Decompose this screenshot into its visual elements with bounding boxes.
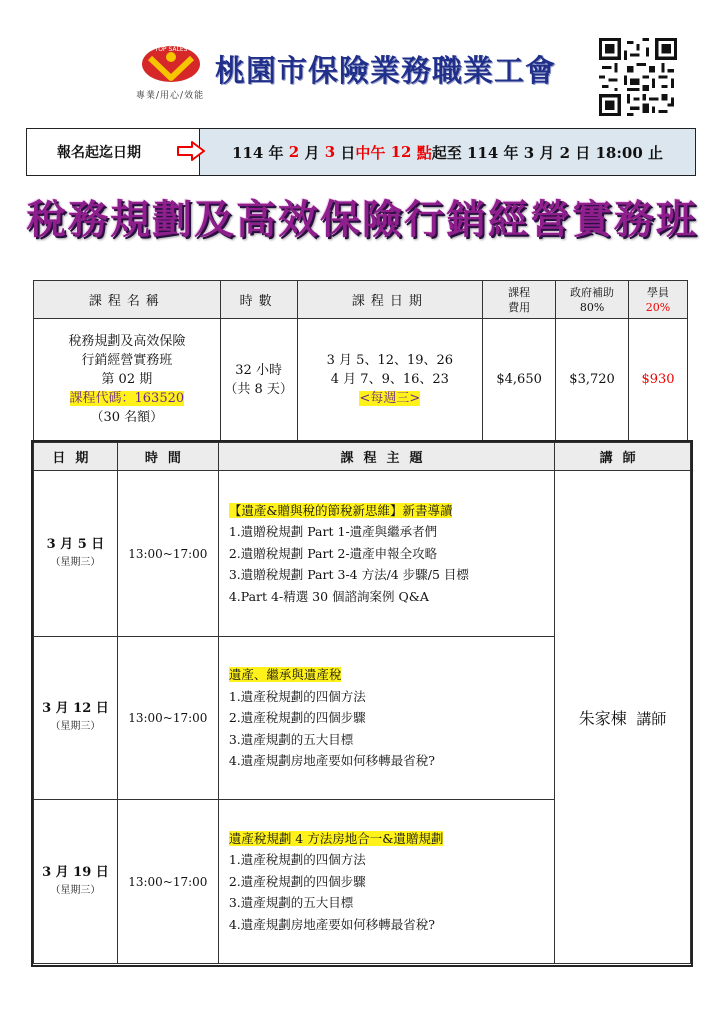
- header-student: 學員 20%: [629, 281, 688, 319]
- course-name-cell: 稅務規劃及高效保險 行銷經營實務班 第 02 期 課程代碼：163520 （30 名額）: [34, 319, 221, 441]
- schedule-table: [33, 442, 691, 964]
- header-course-name: 課程名稱: [34, 281, 221, 319]
- arrow-right-icon: [177, 141, 205, 161]
- session-date: 3 月 12 日 （星期三）: [34, 637, 118, 800]
- teacher-title: 講師: [636, 709, 667, 728]
- header-course-dates: 課程日期: [297, 281, 483, 319]
- subsidy-cell: $3,720: [556, 319, 629, 441]
- session-date: 3 月 5 日 （星期三）: [34, 471, 118, 637]
- session-row: [34, 471, 691, 637]
- header-teacher: 講師: [555, 443, 691, 471]
- session-date: 3 月 19 日 （星期三）: [34, 800, 118, 964]
- header-subsidy: 政府補助 80%: [556, 281, 629, 319]
- org-slogan: 專業/用心/效能: [136, 91, 205, 101]
- session-topic-title: 遺產、繼承與遺產稅: [228, 667, 342, 683]
- session-topic: 遺產稅規劃 4 方法房地合一&遺贈規劃 1.遺產稅規劃的四個方法 2.遺產稅規劃的四個步驟 3.遺產規劃的五大目標 4.遺產規劃房地產要如何移轉最省稅?: [218, 800, 554, 964]
- hours-cell: 32 小時 （共 8 天）: [220, 319, 297, 441]
- course-info-table: [33, 280, 688, 441]
- session-topic: 遺產、繼承與遺產稅 1.遺產稅規劃的四個方法 2.遺產稅規劃的四個步驟 3.遺產規劃的五大目標 4.遺產規劃房地產要如何移轉最省稅?: [218, 637, 554, 800]
- header-date: 日期: [34, 443, 118, 471]
- header-time: 時間: [117, 443, 218, 471]
- session-topic-title: 【遺產&贈與稅的節稅新思維】新書導讀: [228, 502, 453, 518]
- session-topic-title: 遺產稅規劃 4 方法房地合一&遺贈規劃: [228, 830, 444, 846]
- course-info-row: [34, 319, 688, 441]
- org-name: 桃園市保險業務職業工會: [215, 54, 556, 89]
- svg-text:TOP SALES: TOP SALES: [154, 46, 188, 53]
- course-title: 稅務規劃及高效保險行銷經營實務班: [26, 196, 698, 243]
- course-code: 課程代碼：163520: [69, 391, 185, 406]
- qr-code-icon[interactable]: [598, 38, 678, 116]
- fee-cell: $4,650: [483, 319, 556, 441]
- dates-cell: 3 月 5、12、19、26 4 月 7、9、16、23 <每週三>: [297, 319, 483, 441]
- session-topic: 【遺產&贈與稅的節稅新思維】新書導讀 1.遺贈稅規劃 Part 1-遺產與繼承者們 2.遺贈稅規劃 Part 2-遺產申報全攻略 3.遺贈稅規劃 Part 3-4 方法/4 步驟/5 目標 4.Part 4-精選 30 個諮詢案例 Q&A: [218, 471, 554, 637]
- session-time: 13:00~17:00: [117, 800, 218, 964]
- teacher-cell: [555, 471, 691, 964]
- header-hours: 時數: [220, 281, 297, 319]
- union-logo-icon: [140, 42, 202, 84]
- registration-label: 報名起迄日期: [57, 145, 141, 161]
- registration-bar: [26, 128, 696, 176]
- header-fee: 課程 費用: [483, 281, 556, 319]
- session-time: 13:00~17:00: [117, 471, 218, 637]
- registration-dates: 114 年 2 月 3 日 中午 12 點 起至 114 年 3 月 2 日 18:00 止: [199, 129, 695, 175]
- header-topic: 課程主題: [218, 443, 554, 471]
- student-fee-cell: $930: [629, 319, 688, 441]
- teacher-name: 朱家棟: [578, 708, 627, 728]
- session-time: 13:00~17:00: [117, 637, 218, 800]
